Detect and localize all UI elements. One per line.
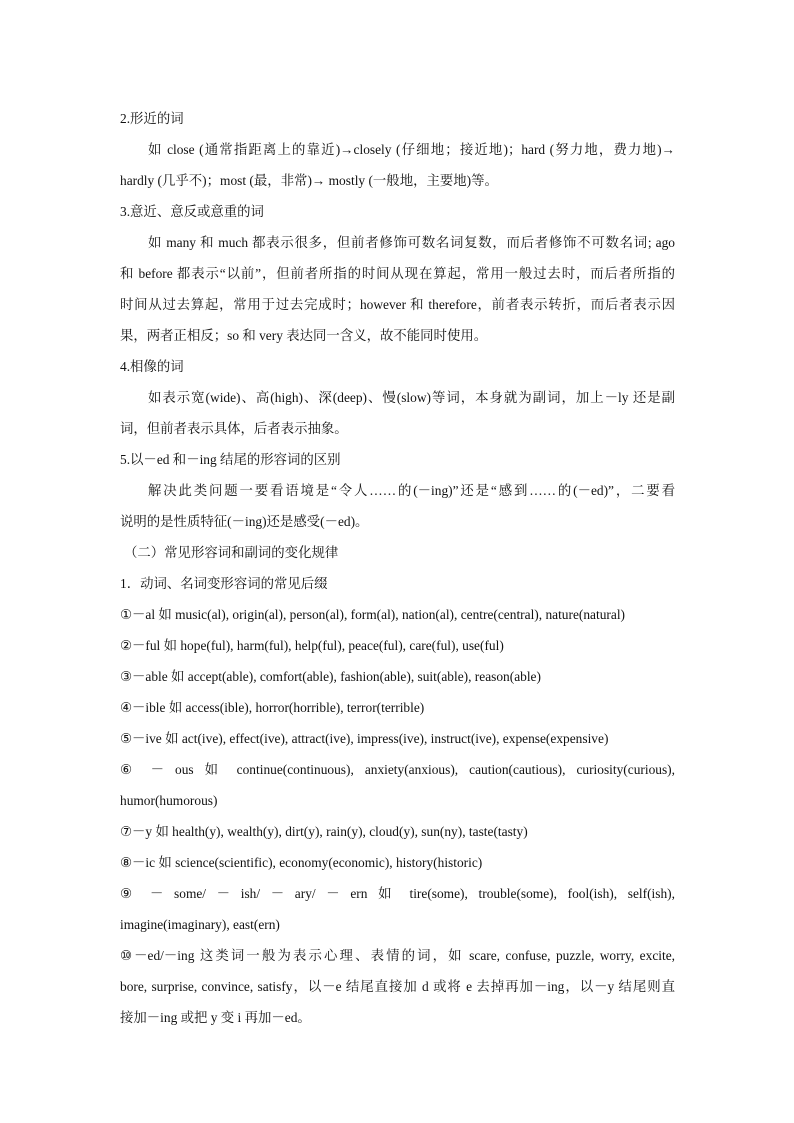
document-body — [120, 103, 675, 1033]
list-item-continuation: bore, surprise, convince, satisfy，以－e 结尾直接加 d 或将 e 去掉再加－ing，以－y 结尾则直 — [120, 979, 675, 994]
paragraph-line: 如表示宽(wide)、高(high)、深(deep)、慢(slow)等词，本身就为副词，加上－ly 还是副 — [148, 390, 675, 405]
paragraph-line: 解决此类问题一要看语境是“令人……的(－ing)”还是“感到……的(－ed)”，二要看 — [148, 483, 675, 498]
paragraph-line: 如 many 和 much 都表示很多，但前者修饰可数名词复数，而后者修饰不可数名词; ago — [148, 235, 675, 250]
paragraph-line: hardly (几乎不)；most (最，非常)→ mostly (一般地，主要地)等。 — [120, 173, 498, 188]
list-item: ⑥ － ous 如 continue(continuous), anxiety(anxious), caution(cautious), curiosity(curious), — [120, 762, 675, 777]
list-item: ②－ful 如 hope(ful), harm(ful), help(ful), peace(ful), care(ful), use(ful) — [120, 638, 504, 653]
paragraph-line: 和 before 都表示“以前”，但前者所指的时间从现在算起，常用一般过去时，而后者所指的 — [120, 266, 675, 281]
list-item: ④－ible 如 access(ible), horror(horrible), terror(terrible) — [120, 700, 425, 715]
section-heading: 3.意近、意反或意重的词 — [120, 204, 264, 219]
paragraph-line: 如 close (通常指距离上的靠近)→closely (仔细地；接近地)；hard (努力地，费力地)→ — [148, 142, 675, 157]
paragraph-line: 果，两者正相反；so 和 very 表达同一含义，故不能同时使用。 — [120, 328, 488, 343]
section-heading: 4.相像的词 — [120, 359, 184, 374]
list-item: ⑨ － some/ － ish/ － ary/ － ern 如 tire(some), trouble(some), fool(ish), self(ish), — [120, 886, 675, 901]
list-item-continuation: imagine(imaginary), east(ern) — [120, 917, 280, 932]
section-heading: 2.形近的词 — [120, 111, 184, 126]
list-item: ⑩－ed/－ing 这类词一般为表示心理、表情的词，如 scare, confuse, puzzle, worry, excite, — [120, 948, 675, 963]
list-item: ⑦－y 如 health(y), wealth(y), dirt(y), rain(y), cloud(y), sun(ny), taste(tasty) — [120, 824, 528, 839]
list-item: ⑧－ic 如 science(scientific), economy(economic), history(historic) — [120, 855, 483, 870]
paragraph-line: 词，但前者表示具体，后者表示抽象。 — [120, 421, 348, 436]
paragraph-line: 说明的是性质特征(－ing)还是感受(－ed)。 — [120, 514, 369, 529]
list-item: ①－al 如 music(al), origin(al), person(al), form(al), nation(al), centre(central), nature(natural) — [120, 607, 625, 622]
subsection-heading: （二）常见形容词和副词的变化规律 — [124, 545, 339, 560]
list-item: ⑤－ive 如 act(ive), effect(ive), attract(ive), impress(ive), instruct(ive), expense(expensive) — [120, 731, 609, 746]
list-item: ③－able 如 accept(able), comfort(able), fashion(able), suit(able), reason(able) — [120, 669, 541, 684]
list-item-continuation: humor(humorous) — [120, 793, 218, 808]
section-heading: 5.以－ed 和－ing 结尾的形容词的区别 — [120, 452, 341, 467]
paragraph-line: 时间从过去算起，常用于过去完成时；however 和 therefore，前者表示转折，而后者表示因 — [120, 297, 675, 312]
list-item-continuation: 接加－ing 或把 y 变 i 再加－ed。 — [120, 1010, 311, 1025]
section-heading: 1．动词、名词变形容词的常见后缀 — [120, 576, 328, 591]
